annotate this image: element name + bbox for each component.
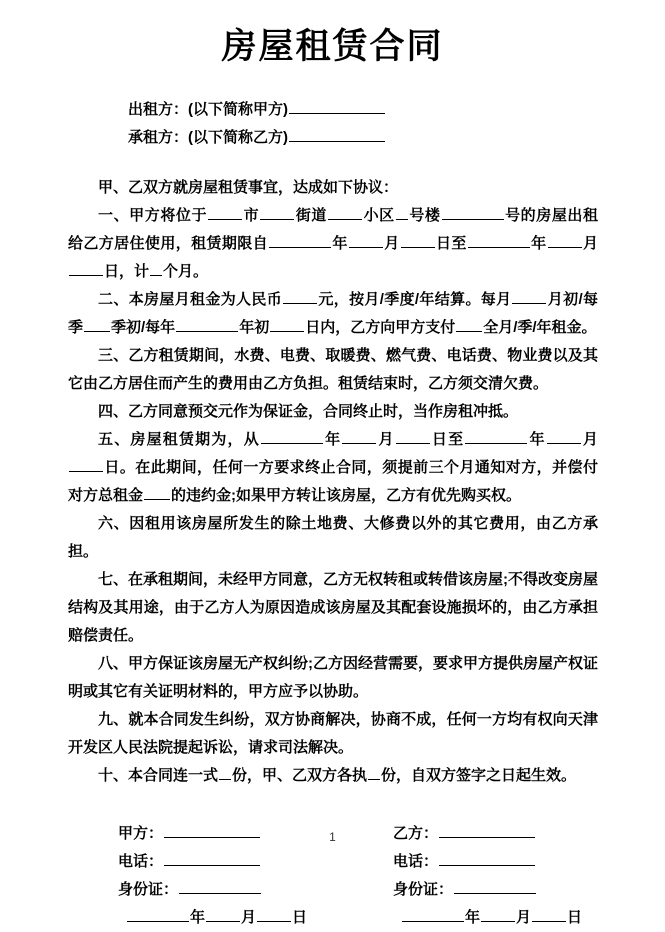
lessee-blank[interactable] (289, 128, 385, 142)
clause-text: 日，计 (104, 263, 150, 280)
clause-text: 月初/每季 (68, 291, 598, 336)
lessee-day-blank[interactable] (532, 908, 566, 922)
clause-text: 号的房屋出租给乙方居住使用，租赁期限自 (68, 207, 598, 252)
clause-text: 日内，乙方向甲方支付 (305, 319, 456, 336)
clause-text: 日至 (430, 431, 465, 448)
preamble: 甲、乙双方就房屋租赁事宜，达成如下协议： (98, 179, 399, 196)
clause-text: 日至 (435, 235, 467, 252)
lessor-id-row (118, 876, 393, 904)
lessor-day-label: 日 (292, 909, 308, 926)
clause-text: 日。在此期间，任何一方要求终止合同，须提前三个月通知对方，并偿付对方总租金 (68, 459, 598, 504)
clause-text: 季初/每年 (111, 319, 176, 336)
clause-5-blank-10[interactable] (547, 430, 581, 444)
clause-4 (68, 398, 598, 426)
clause-5-blank-8[interactable] (465, 430, 527, 444)
clause-2-blank-6[interactable] (84, 318, 110, 332)
clause-text: 月 (581, 431, 598, 448)
clause-text: 元，按月/季度/年结算。每月 (318, 291, 512, 308)
lessor-year-label: 年 (190, 909, 206, 926)
clause-number: 七、 (98, 571, 129, 588)
clause-2-blank-10[interactable] (270, 318, 304, 332)
clauses-container (68, 202, 598, 790)
clause-number: 一、 (98, 207, 130, 224)
clause-text: 月 (383, 235, 400, 252)
clause-number: 十、 (98, 767, 129, 784)
lessee-day-label: 日 (567, 909, 583, 926)
clause-2 (68, 286, 598, 342)
clause-text: 的违约金;如果甲方转让该房屋，乙方有优先购买权。 (171, 487, 522, 504)
clause-1-blank-14[interactable] (349, 234, 383, 248)
lessee-date-row (393, 904, 665, 932)
clause-10-blank-2[interactable] (219, 766, 231, 780)
lessee-month-blank[interactable] (481, 908, 515, 922)
clause-text: 乙方同意预交元作为保证金，合同终止时，当作房租冲抵。 (128, 403, 519, 420)
clause-text: 因租用该房屋所发生的除土地费、大修费以外的其它费用，由乙方承担。 (68, 515, 598, 560)
clause-text: 街道 (295, 207, 327, 224)
clause-text: 甲方将位于 (129, 207, 208, 224)
lessor-id-blank[interactable] (179, 880, 261, 894)
clause-1-blank-10[interactable] (442, 206, 504, 220)
clause-6 (68, 510, 598, 566)
clause-5-blank-2[interactable] (261, 430, 323, 444)
clause-number: 三、 (98, 347, 129, 364)
clause-1-blank-22[interactable] (69, 262, 103, 276)
clause-2-blank-8[interactable] (176, 318, 238, 332)
lessor-year-blank[interactable] (127, 908, 189, 922)
clause-text: 房屋租赁期为，从 (130, 431, 260, 448)
lessee-name-label: 乙方： (393, 825, 439, 842)
contract-body (0, 174, 665, 790)
clause-1-blank-4[interactable] (260, 206, 294, 220)
clause-text: 份，甲、乙双方各执 (232, 767, 368, 784)
lessor-month-label: 月 (241, 909, 257, 926)
clause-2-blank-4[interactable] (512, 290, 546, 304)
clause-9 (68, 706, 598, 762)
clause-1-blank-8[interactable] (396, 206, 408, 220)
clause-text: 号楼 (408, 207, 441, 224)
lessee-id-blank[interactable] (454, 880, 536, 894)
clause-1-blank-20[interactable] (548, 234, 582, 248)
lessor-date-row (118, 904, 393, 932)
lessee-phone-label: 电话： (393, 853, 439, 870)
lessee-id-row (393, 876, 665, 904)
clause-number: 六、 (98, 515, 130, 532)
clause-text: 月 (582, 235, 598, 252)
lessee-year-label: 年 (465, 909, 481, 926)
clause-number: 五、 (98, 431, 131, 448)
clause-text: 小区 (363, 207, 395, 224)
clause-1-blank-24[interactable] (150, 262, 162, 276)
clause-1-blank-2[interactable] (208, 206, 242, 220)
lessee-line (128, 124, 665, 152)
clause-text: 年 (323, 431, 342, 448)
lessee-year-blank[interactable] (402, 908, 464, 922)
lessor-day-blank[interactable] (257, 908, 291, 922)
lessee-id-label: 身份证： (393, 881, 454, 898)
clause-10 (68, 762, 598, 790)
lessor-month-blank[interactable] (206, 908, 240, 922)
clause-text: 年 (332, 235, 348, 252)
clause-2-blank-12[interactable] (456, 318, 482, 332)
lessor-phone-blank[interactable] (164, 852, 260, 866)
lessor-phone-label: 电话： (118, 853, 164, 870)
clause-7 (68, 566, 598, 650)
clause-2-blank-2[interactable] (283, 290, 317, 304)
clause-1 (68, 202, 598, 286)
clause-number: 八、 (98, 655, 129, 672)
clause-text: 本房屋月租金为人民币 (128, 291, 283, 308)
lessor-name-label: 甲方： (118, 825, 164, 842)
clause-5 (68, 426, 598, 510)
lessee-phone-blank[interactable] (439, 852, 535, 866)
lessee-phone-row (393, 848, 665, 876)
clause-1-blank-18[interactable] (468, 234, 530, 248)
clause-1-blank-12[interactable] (269, 234, 331, 248)
clause-number: 九、 (98, 711, 129, 728)
lessor-line (128, 96, 665, 124)
clause-text: 本合同连一式 (128, 767, 219, 784)
clause-8 (68, 650, 598, 706)
clause-text: 月 (377, 431, 395, 448)
clause-5-blank-4[interactable] (342, 430, 376, 444)
clause-text: 甲方保证该房屋无产权纠纷;乙方因经营需要，要求甲方提供房屋产权证明或其它有关证明材料的，甲方应予以协助。 (68, 655, 599, 700)
clause-text: 在承租期间，未经甲方同意，乙方无权转租或转借该房屋;不得改变房屋结构及其用途，由于乙方人为原因造成该房屋及其配套设施损坏的，由乙方承担赔偿责任。 (68, 571, 599, 644)
clause-5-blank-12[interactable] (69, 458, 103, 472)
clause-1-blank-6[interactable] (328, 206, 362, 220)
clause-text: 市 (243, 207, 260, 224)
clause-5-blank-14[interactable] (144, 486, 170, 500)
clause-text: 全月/季/年租金。 (483, 319, 597, 336)
clause-3 (68, 342, 598, 398)
page-title: 房屋租赁合同 (221, 27, 444, 66)
lessee-month-label: 月 (516, 909, 532, 926)
clause-5-blank-6[interactable] (396, 430, 430, 444)
clause-10-blank-4[interactable] (368, 766, 380, 780)
lessor-blank[interactable] (289, 100, 385, 114)
clause-text: 年初 (239, 319, 270, 336)
clause-text: 个月。 (163, 263, 209, 280)
clause-text: 就本合同发生纠纷，双方协商解决，协商不成，任何一方均有权向天津开发区人民法院提起诉讼，请求司法解决。 (68, 711, 598, 756)
lessee-label: 承租方：(以下简称乙方) (128, 129, 288, 146)
page-number: 1 (329, 830, 336, 844)
clause-number: 四、 (98, 403, 129, 420)
lessor-phone-row (118, 848, 393, 876)
parties-section (0, 96, 665, 152)
clause-text: 年 (528, 431, 546, 448)
lessor-id-label: 身份证： (118, 881, 179, 898)
clause-number: 二、 (98, 291, 129, 308)
clause-text: 份，自双方签字之日起生效。 (381, 767, 577, 784)
clause-text: 年 (530, 235, 547, 252)
lessor-label: 出租方：(以下简称甲方) (128, 101, 288, 118)
clause-text: 乙方租赁期间，水费、电费、取暖费、燃气费、电话费、物业费以及其它由乙方居住而产生的费用由乙方负担。租赁结束时，乙方须交清欠费。 (68, 347, 598, 392)
clause-1-blank-16[interactable] (401, 234, 435, 248)
